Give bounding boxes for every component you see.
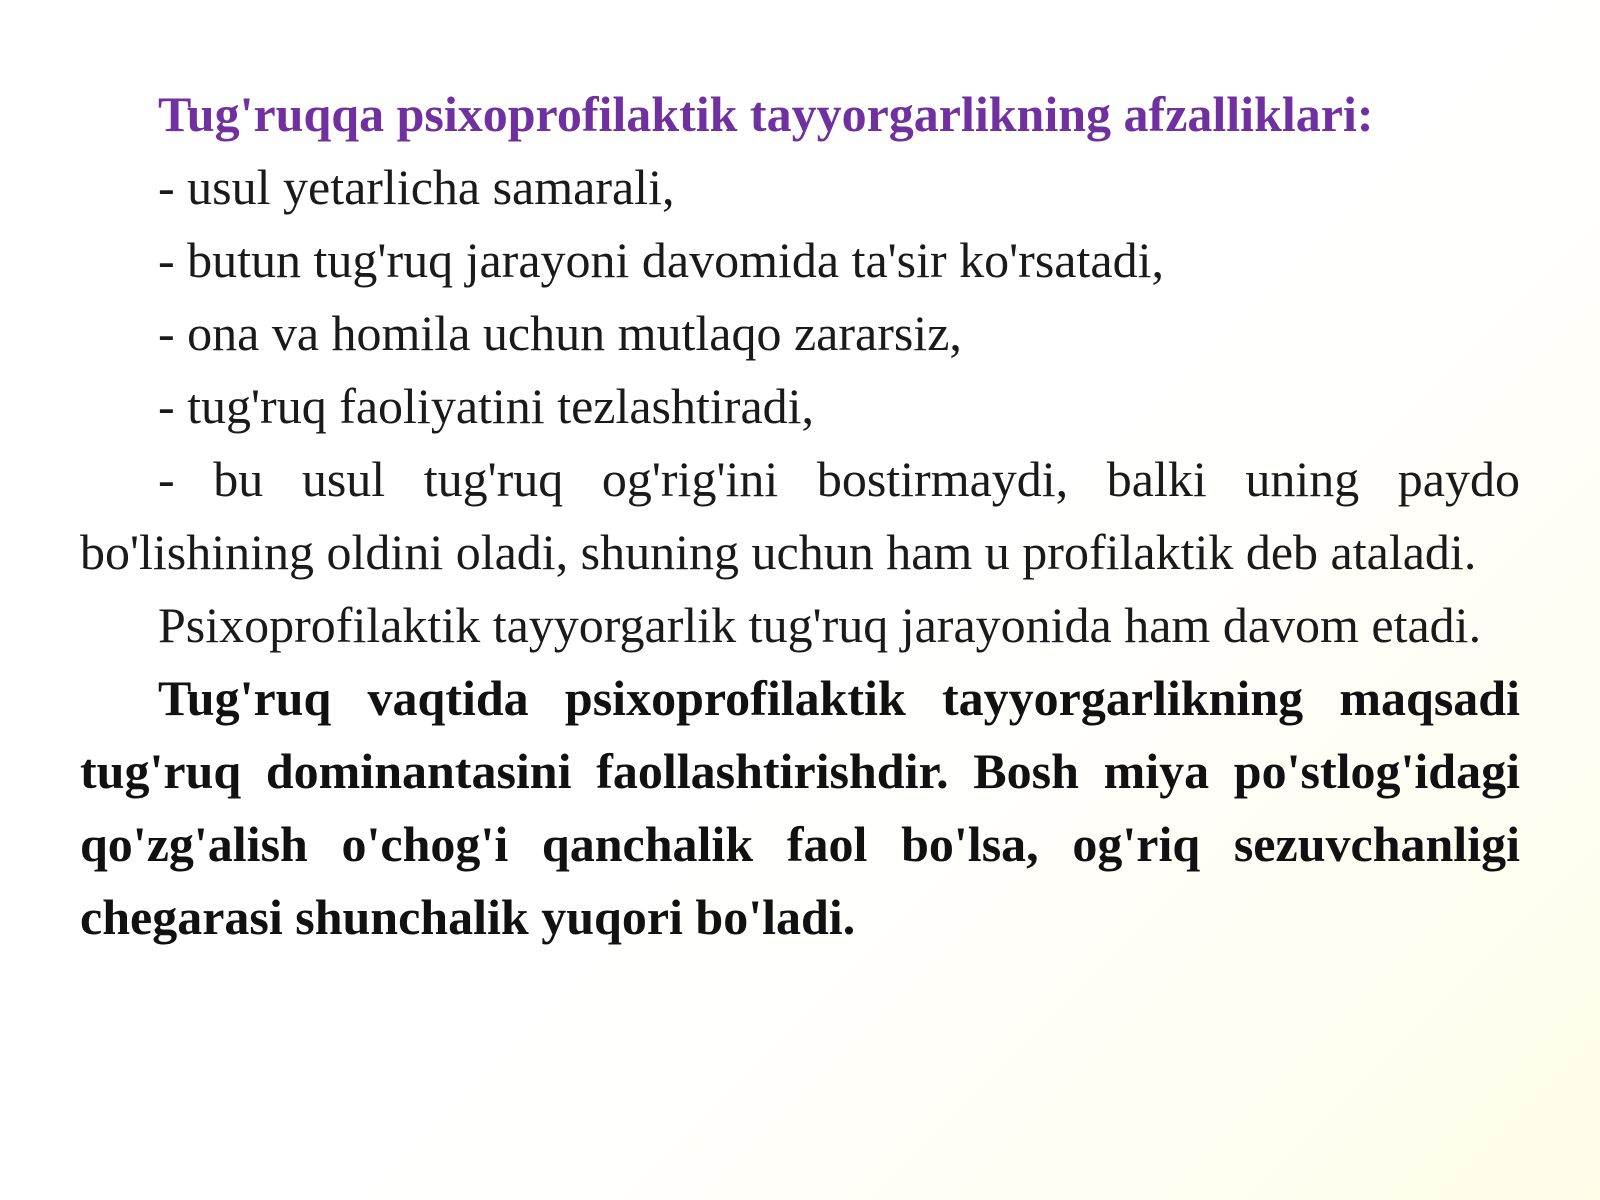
advantage-item-4: - tug'ruq faoliyatini tezlashtiradi, — [158, 378, 815, 434]
advantage-item-2: - butun tug'ruq jarayoni davomida ta'sir ko'rsatadi, — [158, 232, 1164, 288]
goal-paragraph: Tug'ruq vaqtida psixoprofilaktik tayyorgarlikning maqsadi tug'ruq dominantasini faollashtirishdir. Bosh miya po'stlog'idagi qo'zg'alish o'chog'i qanchalik faol bo'lsa, og'riq sezuvchanligi chegarasi shunchalik yuqori bo'ladi. — [80, 670, 1520, 945]
continuation-paragraph: Psixoprofilaktik tayyorgarlik tug'ruq jarayonida ham davom etadi. — [158, 597, 1482, 653]
slide-content — [80, 78, 1520, 954]
advantage-item-5: - bu usul tug'ruq og'rig'ini bostirmaydi, balki uning paydo bo'lishining oldini oladi, shuning uchun ham u profilaktik deb ataladi. — [80, 451, 1520, 580]
advantage-item-3: - ona va homila uchun mutlaqo zararsiz, — [158, 305, 962, 361]
advantage-item-1: - usul yetarlicha samarali, — [158, 159, 675, 215]
slide-heading: Tug'ruqqa psixoprofilaktik tayyorgarlikning afzalliklari: — [158, 86, 1374, 142]
